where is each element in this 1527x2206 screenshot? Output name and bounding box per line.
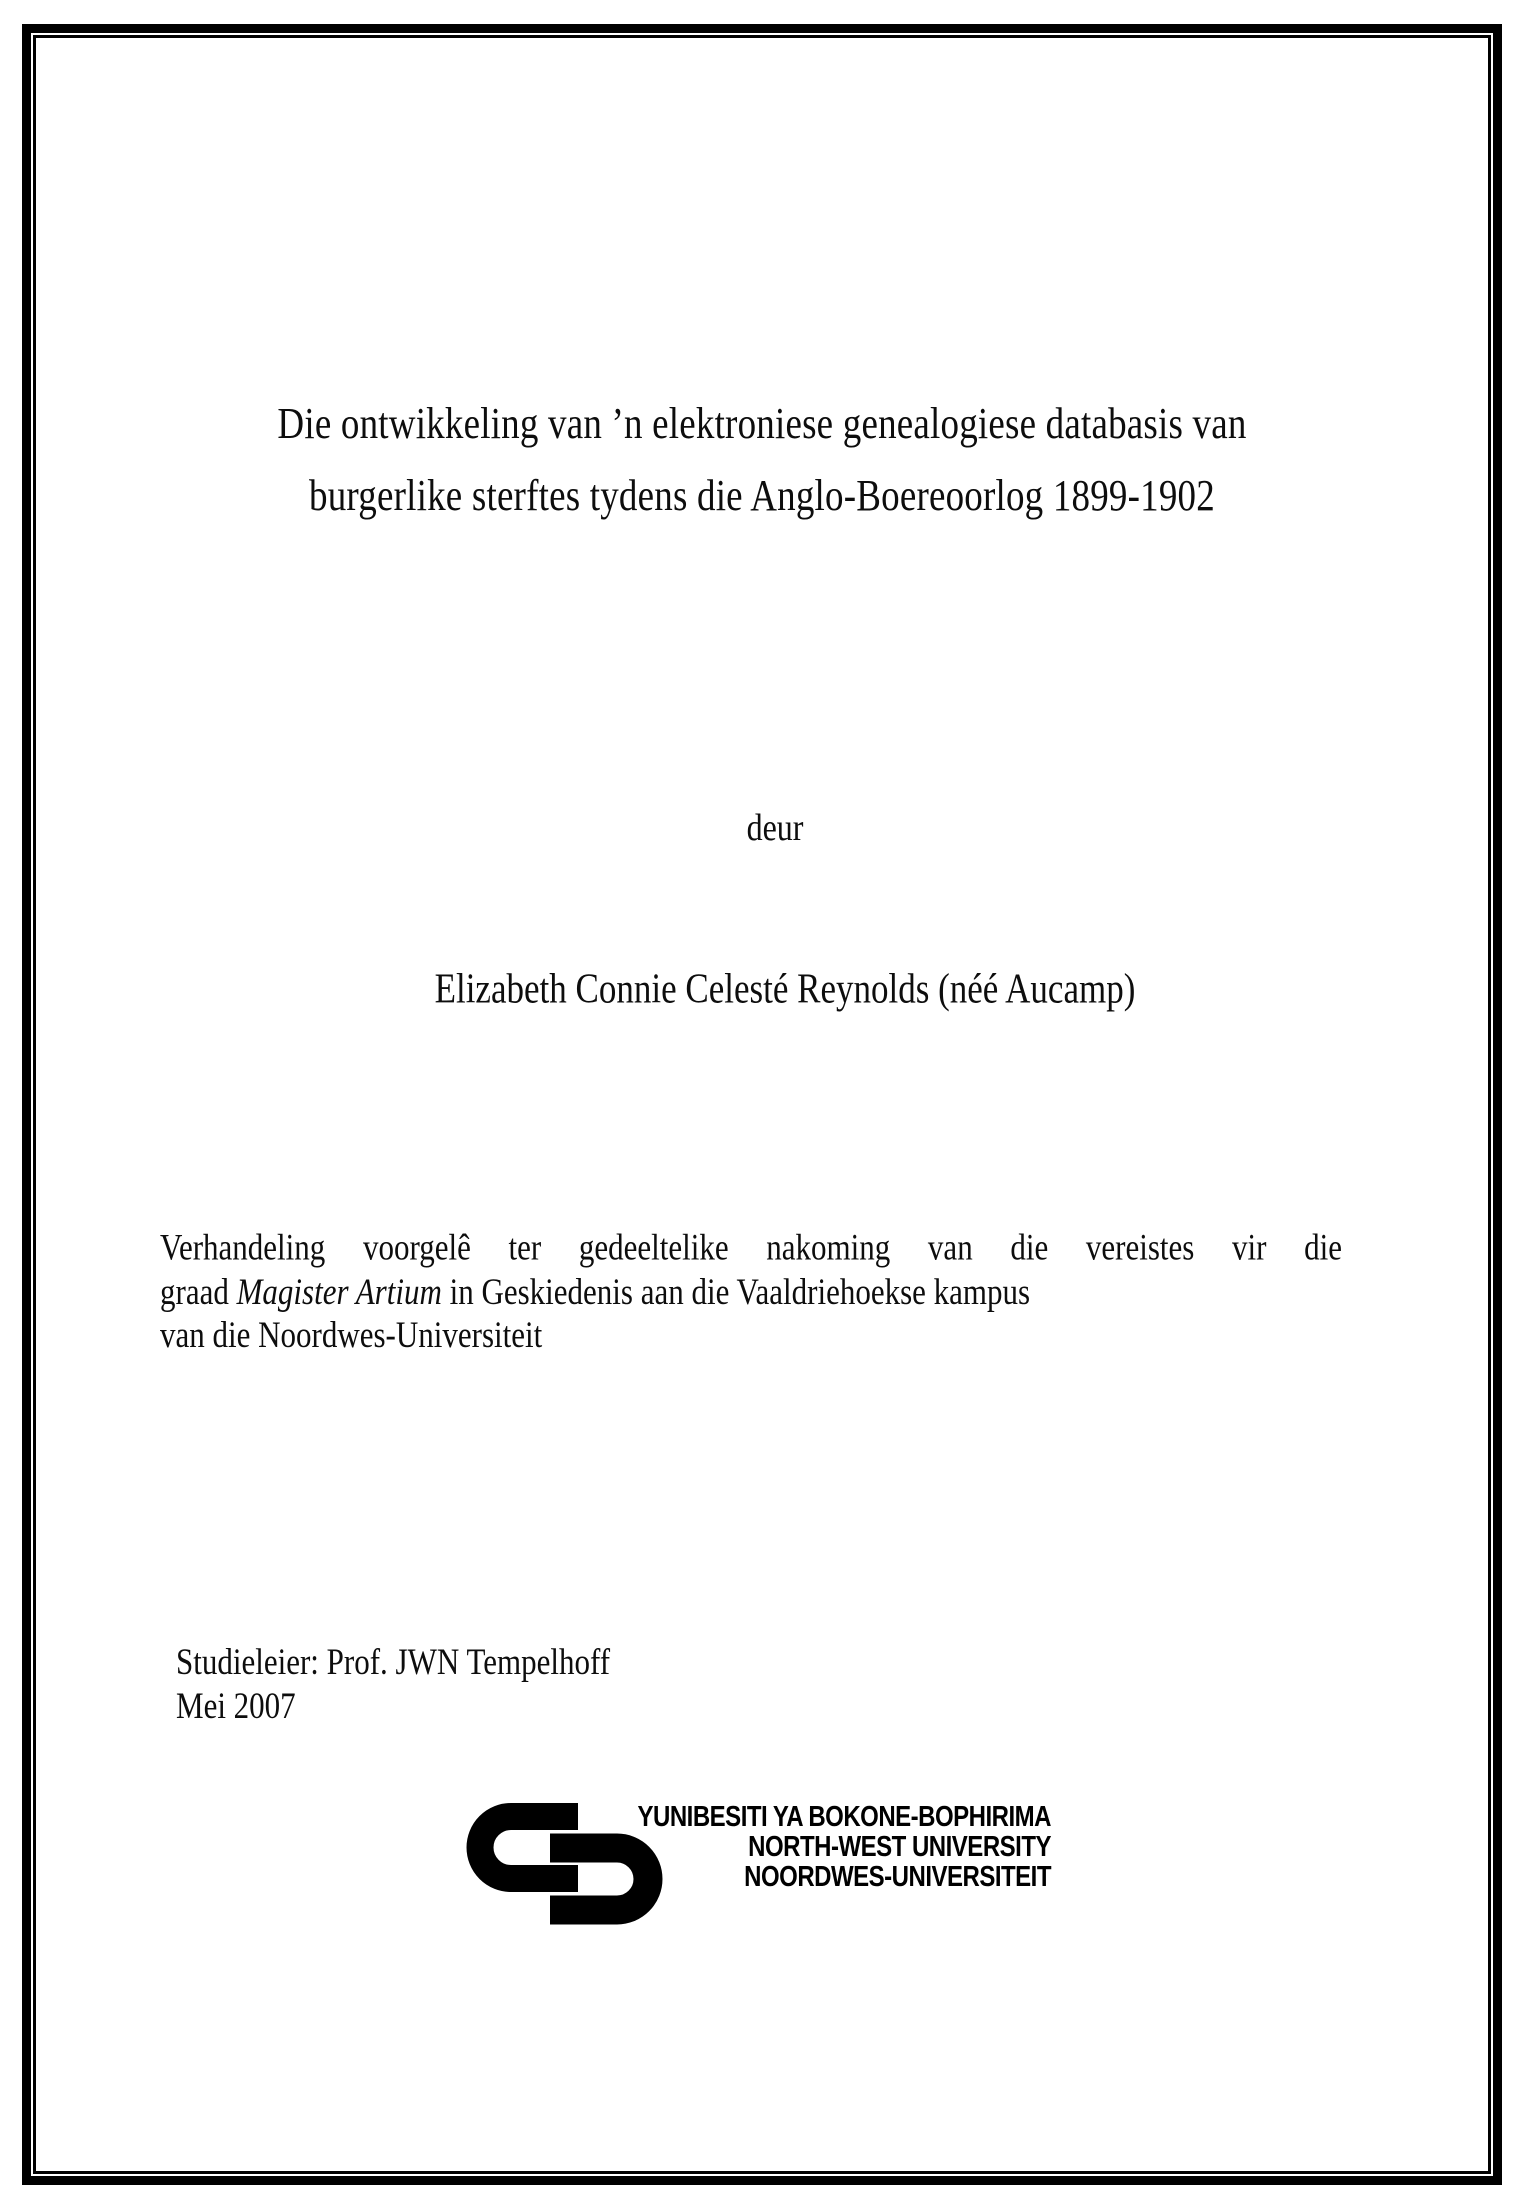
logo-wordmark-line-2: NORTH-WEST UNIVERSITY xyxy=(748,1830,1051,1864)
degree-name: Magister Artium xyxy=(236,1269,442,1312)
declaration-line-1: Verhandeling voorgelê ter gedeeltelike nakoming van die vereistes vir die xyxy=(160,1226,1342,1268)
page-content xyxy=(36,38,1488,2171)
thesis-title xyxy=(36,389,1488,533)
logo-wordmark-line-3: NOORDWES-UNIVERSITEIT xyxy=(744,1860,1051,1894)
thesis-title-line-2: burgerlike sterftes tydens die Anglo-Boereoorlog 1899-1902 xyxy=(309,471,1215,521)
logo-wordmark-line-1: YUNIBESITI YA BOKONE-BOPHIRIMA xyxy=(637,1800,1051,1834)
declaration-line-3: van die Noordwes-Universiteit xyxy=(160,1313,543,1356)
supervisor-line: Studieleier: Prof. JWN Tempelhoff xyxy=(176,1640,611,1683)
author-name: Elizabeth Connie Celesté Reynolds (néé Aucamp) xyxy=(434,965,1136,1013)
declaration-line-2-prefix: graad xyxy=(160,1269,237,1312)
page-border-outer xyxy=(22,24,1502,2185)
supervisor-block xyxy=(176,1639,1076,1728)
declaration-paragraph xyxy=(160,1226,1342,1357)
date-line: Mei 2007 xyxy=(176,1684,296,1727)
thesis-title-line-1: Die ontwikkeling van ’n elektroniese genealogiese databasis van xyxy=(277,399,1247,449)
university-logo-wordmark xyxy=(451,1802,1051,1892)
byline: deur xyxy=(746,805,804,849)
page-border-inner xyxy=(33,35,1491,2174)
declaration-line-2 xyxy=(160,1270,1342,1314)
declaration-line-2-suffix: in Geskiedenis aan die Vaaldriehoekse kampus xyxy=(441,1269,1031,1312)
